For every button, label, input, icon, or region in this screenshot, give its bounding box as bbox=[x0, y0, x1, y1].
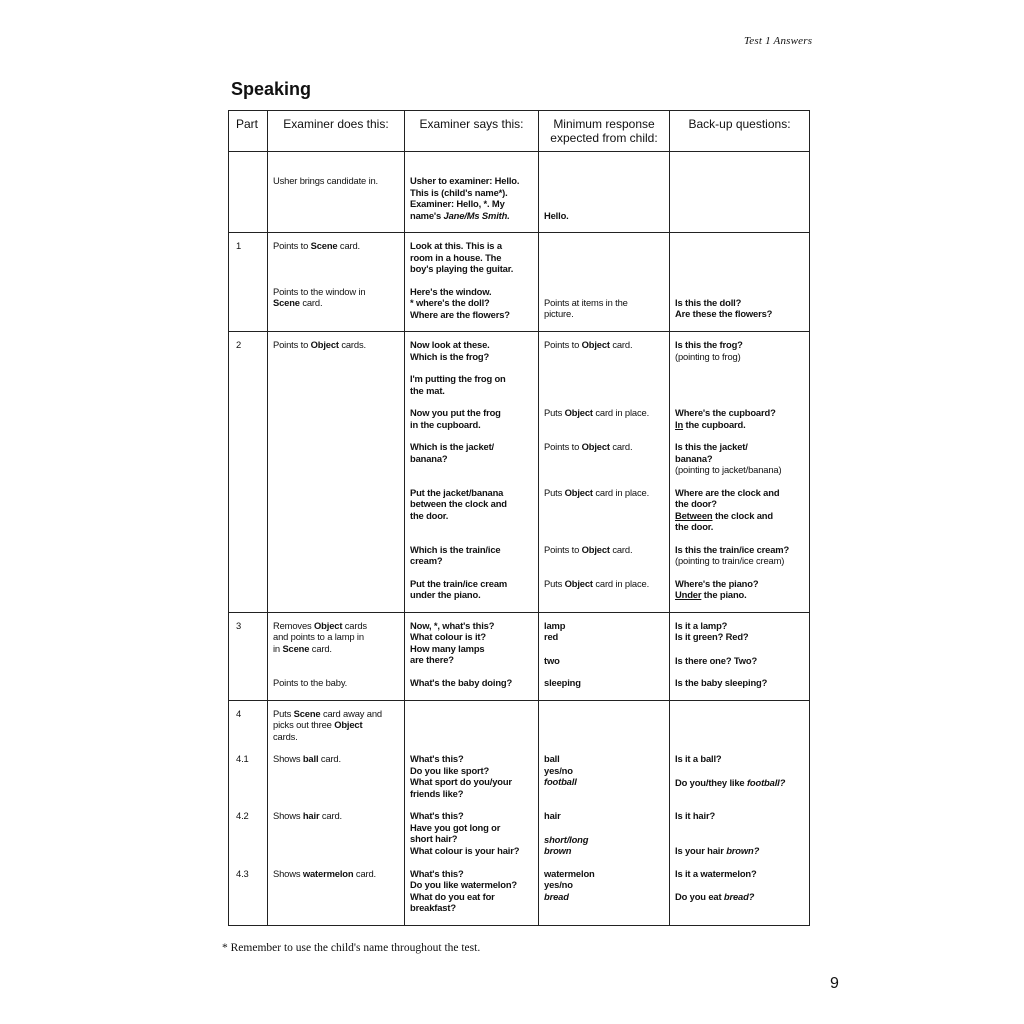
cell-part: 4.1 bbox=[229, 753, 268, 810]
page-number: 9 bbox=[830, 975, 839, 992]
table-row bbox=[229, 753, 810, 810]
cell-backup: Is this the jacket/ banana? (pointing to jacket/banana) bbox=[670, 441, 810, 487]
table-row bbox=[229, 286, 810, 332]
header-row bbox=[229, 111, 810, 152]
cell-does: Shows watermelon card. bbox=[268, 868, 405, 926]
cell-says: Which is the jacket/ banana? bbox=[405, 441, 539, 487]
cell-backup: Is it a watermelon? Do you eat bread? bbox=[670, 868, 810, 926]
cell-does: Usher brings candidate in. bbox=[268, 175, 405, 233]
speaking-table bbox=[228, 110, 810, 926]
cell-backup: Where's the cupboard? In the cupboard. bbox=[670, 407, 810, 441]
cell-part: 1 bbox=[229, 233, 268, 286]
cell-says: Now you put the frog in the cupboard. bbox=[405, 407, 539, 441]
footnote: * Remember to use the child's name throughout the test. bbox=[222, 942, 481, 954]
header-minimum-response: Minimum response expected from child: bbox=[539, 111, 670, 152]
table-row bbox=[229, 407, 810, 441]
cell-response: hair short/long brown bbox=[539, 810, 670, 868]
cell-part: 4.3 bbox=[229, 868, 268, 926]
header-part: Part bbox=[229, 111, 268, 152]
cell-backup: Where are the clock and the door? Between the clock and the door. bbox=[670, 487, 810, 544]
cell-response: sleeping bbox=[539, 677, 670, 700]
header-examiner-says: Examiner says this: bbox=[405, 111, 539, 152]
cell-response: watermelon yes/no bread bbox=[539, 868, 670, 926]
cell-says: Put the train/ice cream under the piano. bbox=[405, 578, 539, 613]
cell-says: Which is the train/ice cream? bbox=[405, 544, 539, 578]
table-row bbox=[229, 332, 810, 374]
cell-says: What's this? Do you like sport? What sport do you/your friends like? bbox=[405, 753, 539, 810]
cell-response: Puts Object card in place. bbox=[539, 407, 670, 441]
cell-says: What's this? Have you got long or short hair? What colour is your hair? bbox=[405, 810, 539, 868]
cell-response: Points at items in the picture. bbox=[539, 286, 670, 332]
cell-says: I'm putting the frog on the mat. bbox=[405, 373, 539, 407]
cell-says: Usher to examiner: Hello. This is (child's name*). Examiner: Hello, *. My name's Jane/Ms Smith. bbox=[405, 175, 539, 233]
cell-does: Puts Scene card away and picks out three Object cards. bbox=[268, 700, 405, 753]
table-row bbox=[229, 700, 810, 753]
table-row bbox=[229, 578, 810, 613]
table-row bbox=[229, 868, 810, 926]
table-row bbox=[229, 677, 810, 700]
cell-does: Shows hair card. bbox=[268, 810, 405, 868]
cell-says: Put the jacket/banana between the clock and the door. bbox=[405, 487, 539, 544]
cell-response: Points to Object card. bbox=[539, 544, 670, 578]
cell-response: Points to Object card. bbox=[539, 332, 670, 374]
cell-part: 2 bbox=[229, 332, 268, 374]
cell-backup: Is this the frog? (pointing to frog) bbox=[670, 332, 810, 374]
cell-does: Points to Scene card. bbox=[268, 233, 405, 286]
cell-response: ball yes/no football bbox=[539, 753, 670, 810]
cell-says: Now, *, what's this? What colour is it? How many lamps are there? bbox=[405, 612, 539, 677]
cell-part: 4 bbox=[229, 700, 268, 753]
cell-response: Hello. bbox=[539, 175, 670, 233]
cell-does: Shows ball card. bbox=[268, 753, 405, 810]
running-head: Test 1 Answers bbox=[744, 35, 813, 47]
table-row bbox=[229, 175, 810, 233]
cell-response: Points to Object card. bbox=[539, 441, 670, 487]
cell-backup: Is the baby sleeping? bbox=[670, 677, 810, 700]
table-row bbox=[229, 233, 810, 286]
cell-backup: Is it a ball? Do you/they like football? bbox=[670, 753, 810, 810]
cell-backup: Is it hair? Is your hair brown? bbox=[670, 810, 810, 868]
table-row bbox=[229, 810, 810, 868]
cell-does: Removes Object cards and points to a lamp in in Scene card. bbox=[268, 612, 405, 677]
cell-backup: Is it a lamp? Is it green? Red? Is there one? Two? bbox=[670, 612, 810, 677]
table-row bbox=[229, 441, 810, 487]
header-backup-questions: Back-up questions: bbox=[670, 111, 810, 152]
header-examiner-does: Examiner does this: bbox=[268, 111, 405, 152]
cell-says: Here's the window. * where's the doll? Where are the flowers? bbox=[405, 286, 539, 332]
cell-part: 3 bbox=[229, 612, 268, 677]
cell-backup: Is this the train/ice cream? (pointing to train/ice cream) bbox=[670, 544, 810, 578]
table-row bbox=[229, 612, 810, 677]
cell-says: Look at this. This is a room in a house. The boy's playing the guitar. bbox=[405, 233, 539, 286]
cell-says: What's the baby doing? bbox=[405, 677, 539, 700]
table-row bbox=[229, 373, 810, 407]
cell-does: Points to the baby. bbox=[268, 677, 405, 700]
cell-says: What's this? Do you like watermelon? What do you eat for breakfast? bbox=[405, 868, 539, 926]
cell-part: 4.2 bbox=[229, 810, 268, 868]
cell-response: Puts Object card in place. bbox=[539, 487, 670, 544]
cell-says: Now look at these. Which is the frog? bbox=[405, 332, 539, 374]
table-row bbox=[229, 487, 810, 544]
cell-backup: Is this the doll? Are these the flowers? bbox=[670, 286, 810, 332]
page-title: Speaking bbox=[231, 79, 312, 99]
table-row bbox=[229, 544, 810, 578]
cell-backup: Where's the piano? Under the piano. bbox=[670, 578, 810, 613]
cell-does: Points to Object cards. bbox=[268, 332, 405, 374]
cell-does: Points to the window in Scene card. bbox=[268, 286, 405, 332]
cell-response: lamp red two bbox=[539, 612, 670, 677]
cell-response: Puts Object card in place. bbox=[539, 578, 670, 613]
